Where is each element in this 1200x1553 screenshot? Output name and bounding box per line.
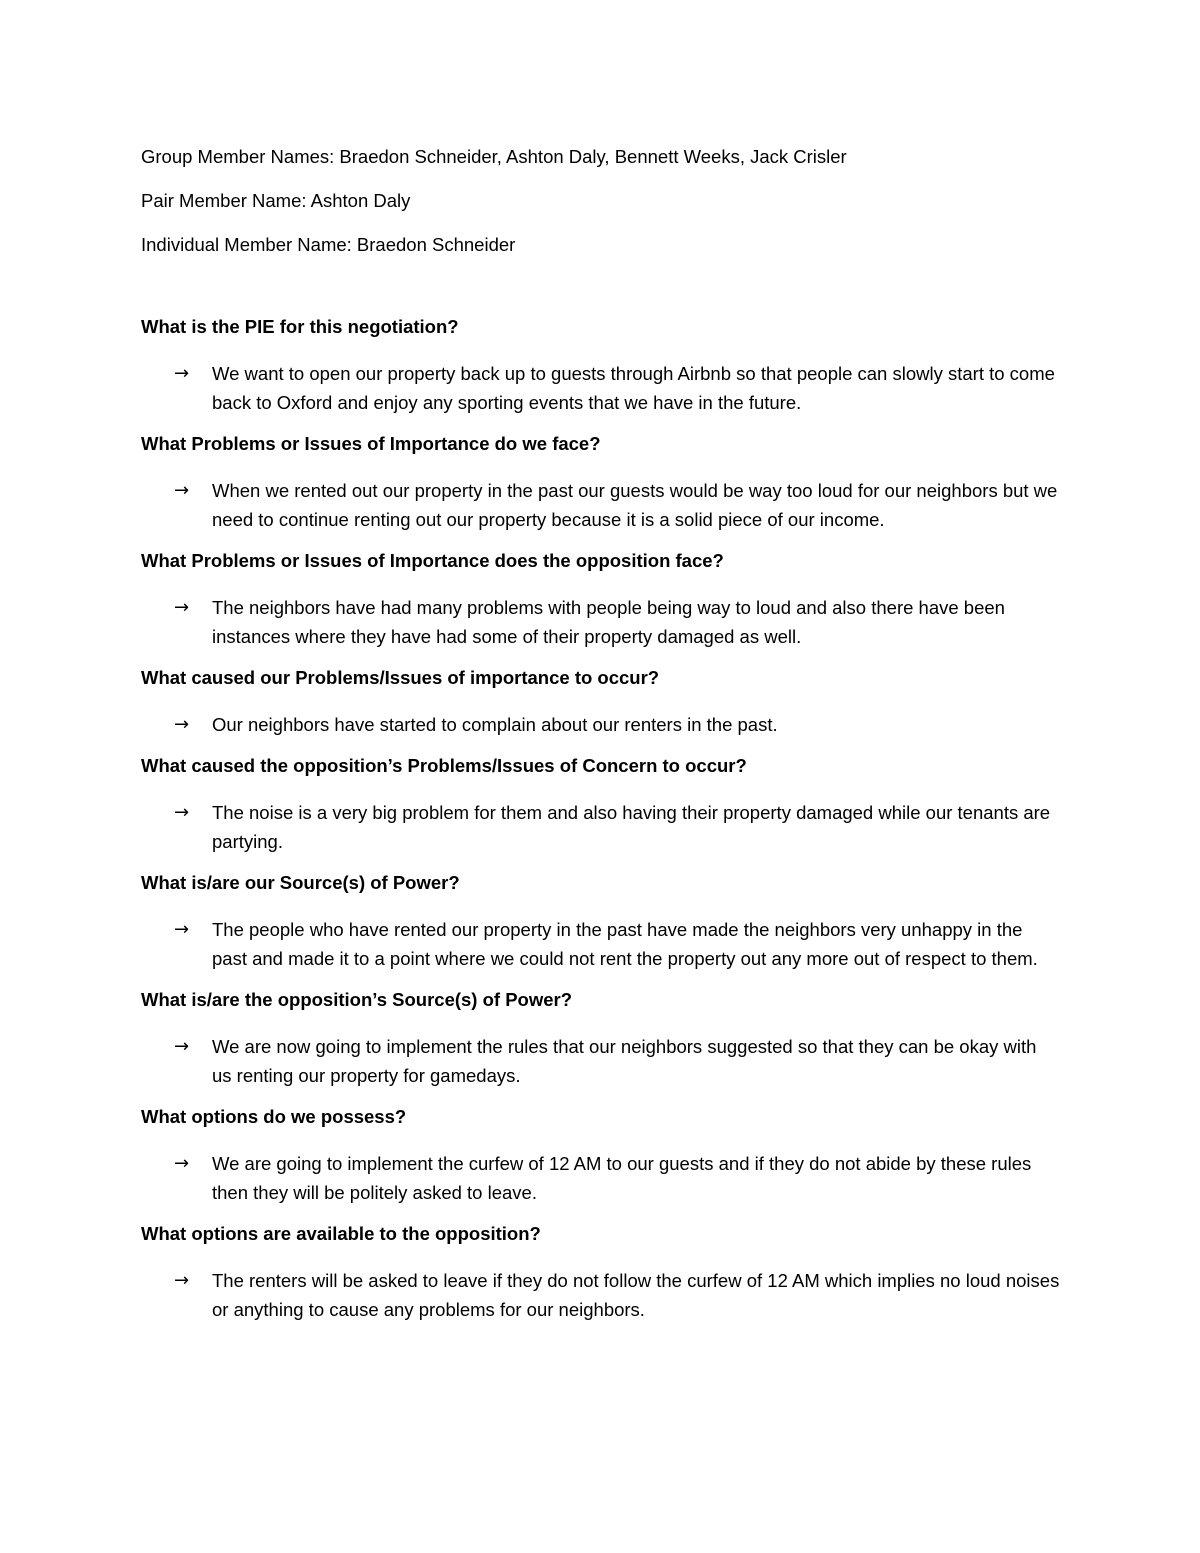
pair-member-name: Pair Member Name: Ashton Daly <box>141 190 411 211</box>
question-heading: What is/are our Source(s) of Power? <box>141 872 460 893</box>
member-names-block <box>141 145 1061 257</box>
answer-bullet <box>141 359 1061 417</box>
question-heading: What options are available to the opposition? <box>141 1223 541 1244</box>
answer-bullet <box>141 915 1061 973</box>
arrow-right-icon: → <box>174 802 190 823</box>
question-heading: What is the PIE for this negotiation? <box>141 316 459 337</box>
arrow-right-icon: → <box>174 919 190 940</box>
answer-text: The people who have rented our property in the past have made the neighbors very unhappy in the past and made it to a point where we could not rent the property out any more out of respect to them. <box>212 919 1038 969</box>
section-our-causes <box>141 666 1061 739</box>
arrow-right-icon: → <box>174 597 190 618</box>
question-heading: What Problems or Issues of Importance does the opposition face? <box>141 550 724 571</box>
answer-text: Our neighbors have started to complain about our renters in the past. <box>212 714 778 735</box>
answer-text: We are going to implement the curfew of 12 AM to our guests and if they do not abide by these rules then they will be politely asked to leave. <box>212 1153 1032 1203</box>
answer-bullet <box>141 798 1061 856</box>
question-heading: What caused the opposition’s Problems/Issues of Concern to occur? <box>141 755 747 776</box>
section-opposition-causes <box>141 754 1061 856</box>
section-pie <box>141 315 1061 417</box>
arrow-right-icon: → <box>174 1153 190 1174</box>
answer-text: The renters will be asked to leave if they do not follow the curfew of 12 AM which implies no loud noises or anything to cause any problems for our neighbors. <box>212 1270 1060 1320</box>
answer-text: We are now going to implement the rules that our neighbors suggested so that they can be okay with us renting our property for gamedays. <box>212 1036 1037 1086</box>
answer-bullet <box>141 710 1061 739</box>
arrow-right-icon: → <box>174 1036 190 1057</box>
document-content <box>141 145 1061 1339</box>
arrow-right-icon: → <box>174 714 190 735</box>
section-our-options <box>141 1105 1061 1207</box>
section-our-problems <box>141 432 1061 534</box>
answer-text: We want to open our property back up to guests through Airbnb so that people can slowly start to come back to Oxford and enjoy any sporting events that we have in the future. <box>212 363 1055 413</box>
answer-text: The noise is a very big problem for them and also having their property damaged while our tenants are partying. <box>212 802 1051 852</box>
section-our-power <box>141 871 1061 973</box>
arrow-right-icon: → <box>174 363 190 384</box>
answer-text: When we rented out our property in the past our guests would be way too loud for our neighbors but we need to continue renting out our property because it is a solid piece of our income. <box>212 480 1058 530</box>
arrow-right-icon: → <box>174 480 190 501</box>
section-opposition-options <box>141 1222 1061 1324</box>
group-member-names: Group Member Names: Braedon Schneider, Ashton Daly, Bennett Weeks, Jack Crisler <box>141 146 847 167</box>
answer-bullet <box>141 1266 1061 1324</box>
question-heading: What options do we possess? <box>141 1106 407 1127</box>
answer-bullet <box>141 1149 1061 1207</box>
individual-member-name: Individual Member Name: Braedon Schneider <box>141 234 516 255</box>
section-opposition-power <box>141 988 1061 1090</box>
answer-bullet <box>141 593 1061 651</box>
question-heading: What caused our Problems/Issues of importance to occur? <box>141 667 660 688</box>
answer-bullet <box>141 476 1061 534</box>
question-heading: What Problems or Issues of Importance do we face? <box>141 433 601 454</box>
answer-text: The neighbors have had many problems with people being way to loud and also there have been instances where they have had some of their property damaged as well. <box>212 597 1005 647</box>
arrow-right-icon: → <box>174 1270 190 1291</box>
question-heading: What is/are the opposition’s Source(s) of Power? <box>141 989 573 1010</box>
section-opposition-problems <box>141 549 1061 651</box>
answer-bullet <box>141 1032 1061 1090</box>
